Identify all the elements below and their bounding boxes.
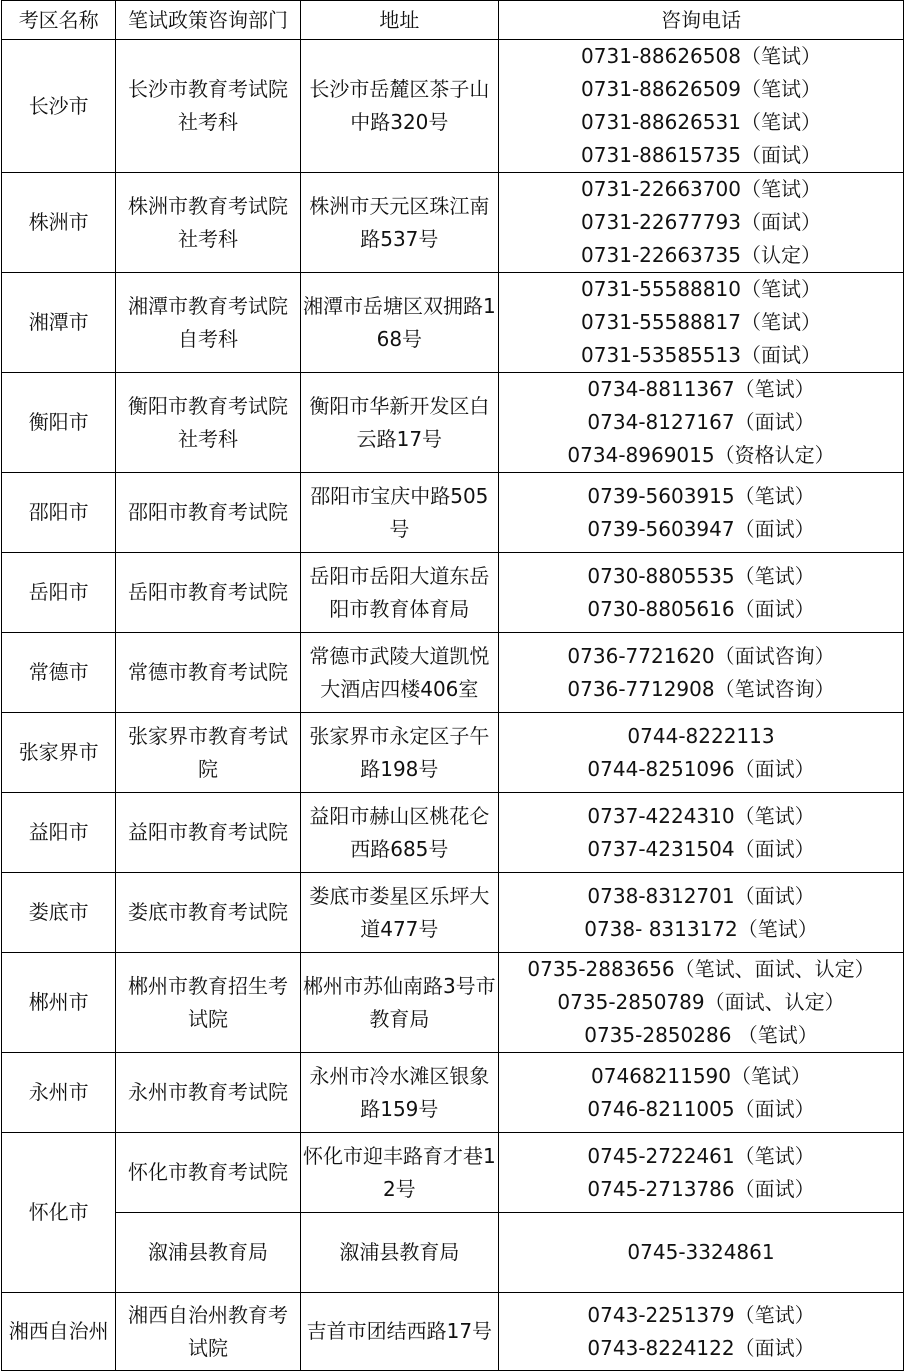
department-cell: 溆浦县教育局 <box>116 1213 300 1293</box>
region-cell: 邵阳市 <box>2 473 116 553</box>
department-cell: 怀化市教育考试院 <box>116 1133 300 1213</box>
address-cell: 长沙市岳麓区茶子山中路320号 <box>300 40 498 173</box>
table-row <box>2 373 904 473</box>
phone-number: 0744-8222113 <box>627 723 775 748</box>
phone-number: 0743-2251379（笔试） <box>587 1302 815 1327</box>
phone-number: 0738-8312701（面试） <box>587 883 815 908</box>
table-body <box>2 40 904 1371</box>
table-row <box>2 173 904 273</box>
department-cell: 株洲市教育考试院社考科 <box>116 173 300 273</box>
region-cell: 岳阳市 <box>2 553 116 633</box>
phone-cell <box>499 1133 904 1213</box>
address-cell: 岳阳市岳阳大道东岳阳市教育体育局 <box>300 553 498 633</box>
table-row <box>2 1053 904 1133</box>
table-row <box>2 473 904 553</box>
department-cell: 益阳市教育考试院 <box>116 793 300 873</box>
department-cell: 常德市教育考试院 <box>116 633 300 713</box>
phone-number: 0739-5603947（面试） <box>587 516 815 541</box>
department-cell: 湘西自治州教育考试院 <box>116 1293 300 1371</box>
phone-number: 0731-55588810（笔试） <box>581 277 821 301</box>
region-cell: 张家界市 <box>2 713 116 793</box>
phone-cell <box>499 793 904 873</box>
phone-number: 0735-2883656（笔试、面试、认定） <box>527 957 875 981</box>
phone-number: 0736-7721620（面试咨询） <box>567 643 835 668</box>
address-cell: 娄底市娄星区乐坪大道477号 <box>300 873 498 953</box>
department-cell: 张家界市教育考试院 <box>116 713 300 793</box>
phone-number: 0731-53585513（面试） <box>581 343 821 367</box>
table-row <box>2 873 904 953</box>
phone-cell <box>499 713 904 793</box>
phone-number: 0745-2713786（面试） <box>587 1176 815 1201</box>
phone-number: 0738- 8313172（笔试） <box>584 916 818 941</box>
phone-number: 0743-8224122（面试） <box>587 1335 815 1360</box>
table-row <box>2 1213 904 1293</box>
phone-number: 0731-88615735（面试） <box>581 143 821 167</box>
table-row <box>2 1133 904 1213</box>
phone-number: 0745-3324861 <box>627 1240 775 1264</box>
phone-number: 0734-8811367（笔试） <box>587 377 815 401</box>
address-cell: 衡阳市华新开发区白云路17号 <box>300 373 498 473</box>
phone-cell <box>499 373 904 473</box>
region-cell: 株洲市 <box>2 173 116 273</box>
phone-number: 0731-88626508（笔试） <box>581 44 821 68</box>
address-cell: 湘潭市岳塘区双拥路168号 <box>300 273 498 373</box>
table-row <box>2 713 904 793</box>
phone-cell <box>499 173 904 273</box>
table-row <box>2 273 904 373</box>
table-row <box>2 953 904 1053</box>
phone-number: 0731-22677793（面试） <box>581 210 821 234</box>
region-cell: 郴州市 <box>2 953 116 1053</box>
phone-number: 07468211590（笔试） <box>591 1063 811 1088</box>
address-cell: 吉首市团结西路17号 <box>300 1293 498 1371</box>
phone-number: 0735-2850286 （笔试） <box>584 1023 818 1047</box>
region-cell: 湘西自治州 <box>2 1293 116 1371</box>
phone-number: 0746-8211005（面试） <box>587 1096 815 1121</box>
address-cell: 永州市冷水滩区银象路159号 <box>300 1053 498 1133</box>
phone-number: 0731-88626531（笔试） <box>581 110 821 134</box>
region-cell: 怀化市 <box>2 1133 116 1293</box>
address-cell: 溆浦县教育局 <box>300 1213 498 1293</box>
phone-number: 0739-5603915（笔试） <box>587 483 815 508</box>
address-cell: 张家界市永定区子午路198号 <box>300 713 498 793</box>
phone-cell <box>499 1213 904 1293</box>
table-row <box>2 793 904 873</box>
address-cell: 郴州市苏仙南路3号市教育局 <box>300 953 498 1053</box>
department-cell: 湘潭市教育考试院自考科 <box>116 273 300 373</box>
phone-number: 0731-88626509（笔试） <box>581 77 821 101</box>
phone-cell <box>499 1293 904 1371</box>
phone-number: 0730-8805616（面试） <box>587 596 815 621</box>
phone-number: 0731-22663735（认定） <box>581 243 821 267</box>
phone-cell <box>499 40 904 173</box>
phone-number: 0736-7712908（笔试咨询） <box>567 676 835 701</box>
header-department: 笔试政策咨询部门 <box>116 1 300 40</box>
region-cell: 益阳市 <box>2 793 116 873</box>
phone-number: 0737-4224310（笔试） <box>587 803 815 828</box>
address-cell: 株洲市天元区珠江南路537号 <box>300 173 498 273</box>
region-cell: 湘潭市 <box>2 273 116 373</box>
phone-cell <box>499 273 904 373</box>
phone-number: 0735-2850789（面试、认定） <box>557 990 845 1014</box>
region-cell: 长沙市 <box>2 40 116 173</box>
department-cell: 岳阳市教育考试院 <box>116 553 300 633</box>
phone-number: 0737-4231504（面试） <box>587 836 815 861</box>
phone-number: 0731-22663700（笔试） <box>581 177 821 201</box>
address-cell: 怀化市迎丰路育才巷12号 <box>300 1133 498 1213</box>
table-row <box>2 40 904 173</box>
region-cell: 永州市 <box>2 1053 116 1133</box>
region-cell: 常德市 <box>2 633 116 713</box>
phone-number: 0734-8127167（面试） <box>587 410 815 434</box>
header-address: 地址 <box>300 1 498 40</box>
phone-cell <box>499 873 904 953</box>
exam-contact-table <box>1 0 904 1371</box>
department-cell: 邵阳市教育考试院 <box>116 473 300 553</box>
department-cell: 娄底市教育考试院 <box>116 873 300 953</box>
department-cell: 永州市教育考试院 <box>116 1053 300 1133</box>
table-row <box>2 553 904 633</box>
address-cell: 邵阳市宝庆中路505号 <box>300 473 498 553</box>
address-cell: 益阳市赫山区桃花仑西路685号 <box>300 793 498 873</box>
table-row <box>2 1293 904 1371</box>
header-phone: 咨询电话 <box>499 1 904 40</box>
header-row <box>2 1 904 40</box>
region-cell: 娄底市 <box>2 873 116 953</box>
phone-number: 0745-2722461（笔试） <box>587 1143 815 1168</box>
header-region: 考区名称 <box>2 1 116 40</box>
phone-number: 0730-8805535（笔试） <box>587 563 815 588</box>
phone-cell <box>499 553 904 633</box>
phone-cell <box>499 1053 904 1133</box>
phone-cell <box>499 473 904 553</box>
department-cell: 郴州市教育招生考试院 <box>116 953 300 1053</box>
department-cell: 衡阳市教育考试院社考科 <box>116 373 300 473</box>
department-cell: 长沙市教育考试院社考科 <box>116 40 300 173</box>
phone-number: 0744-8251096（面试） <box>587 756 815 781</box>
address-cell: 常德市武陵大道凯悦大酒店四楼406室 <box>300 633 498 713</box>
phone-cell <box>499 953 904 1053</box>
phone-cell <box>499 633 904 713</box>
phone-number: 0734-8969015（资格认定） <box>567 443 835 467</box>
table-row <box>2 633 904 713</box>
region-cell: 衡阳市 <box>2 373 116 473</box>
phone-number: 0731-55588817（笔试） <box>581 310 821 334</box>
